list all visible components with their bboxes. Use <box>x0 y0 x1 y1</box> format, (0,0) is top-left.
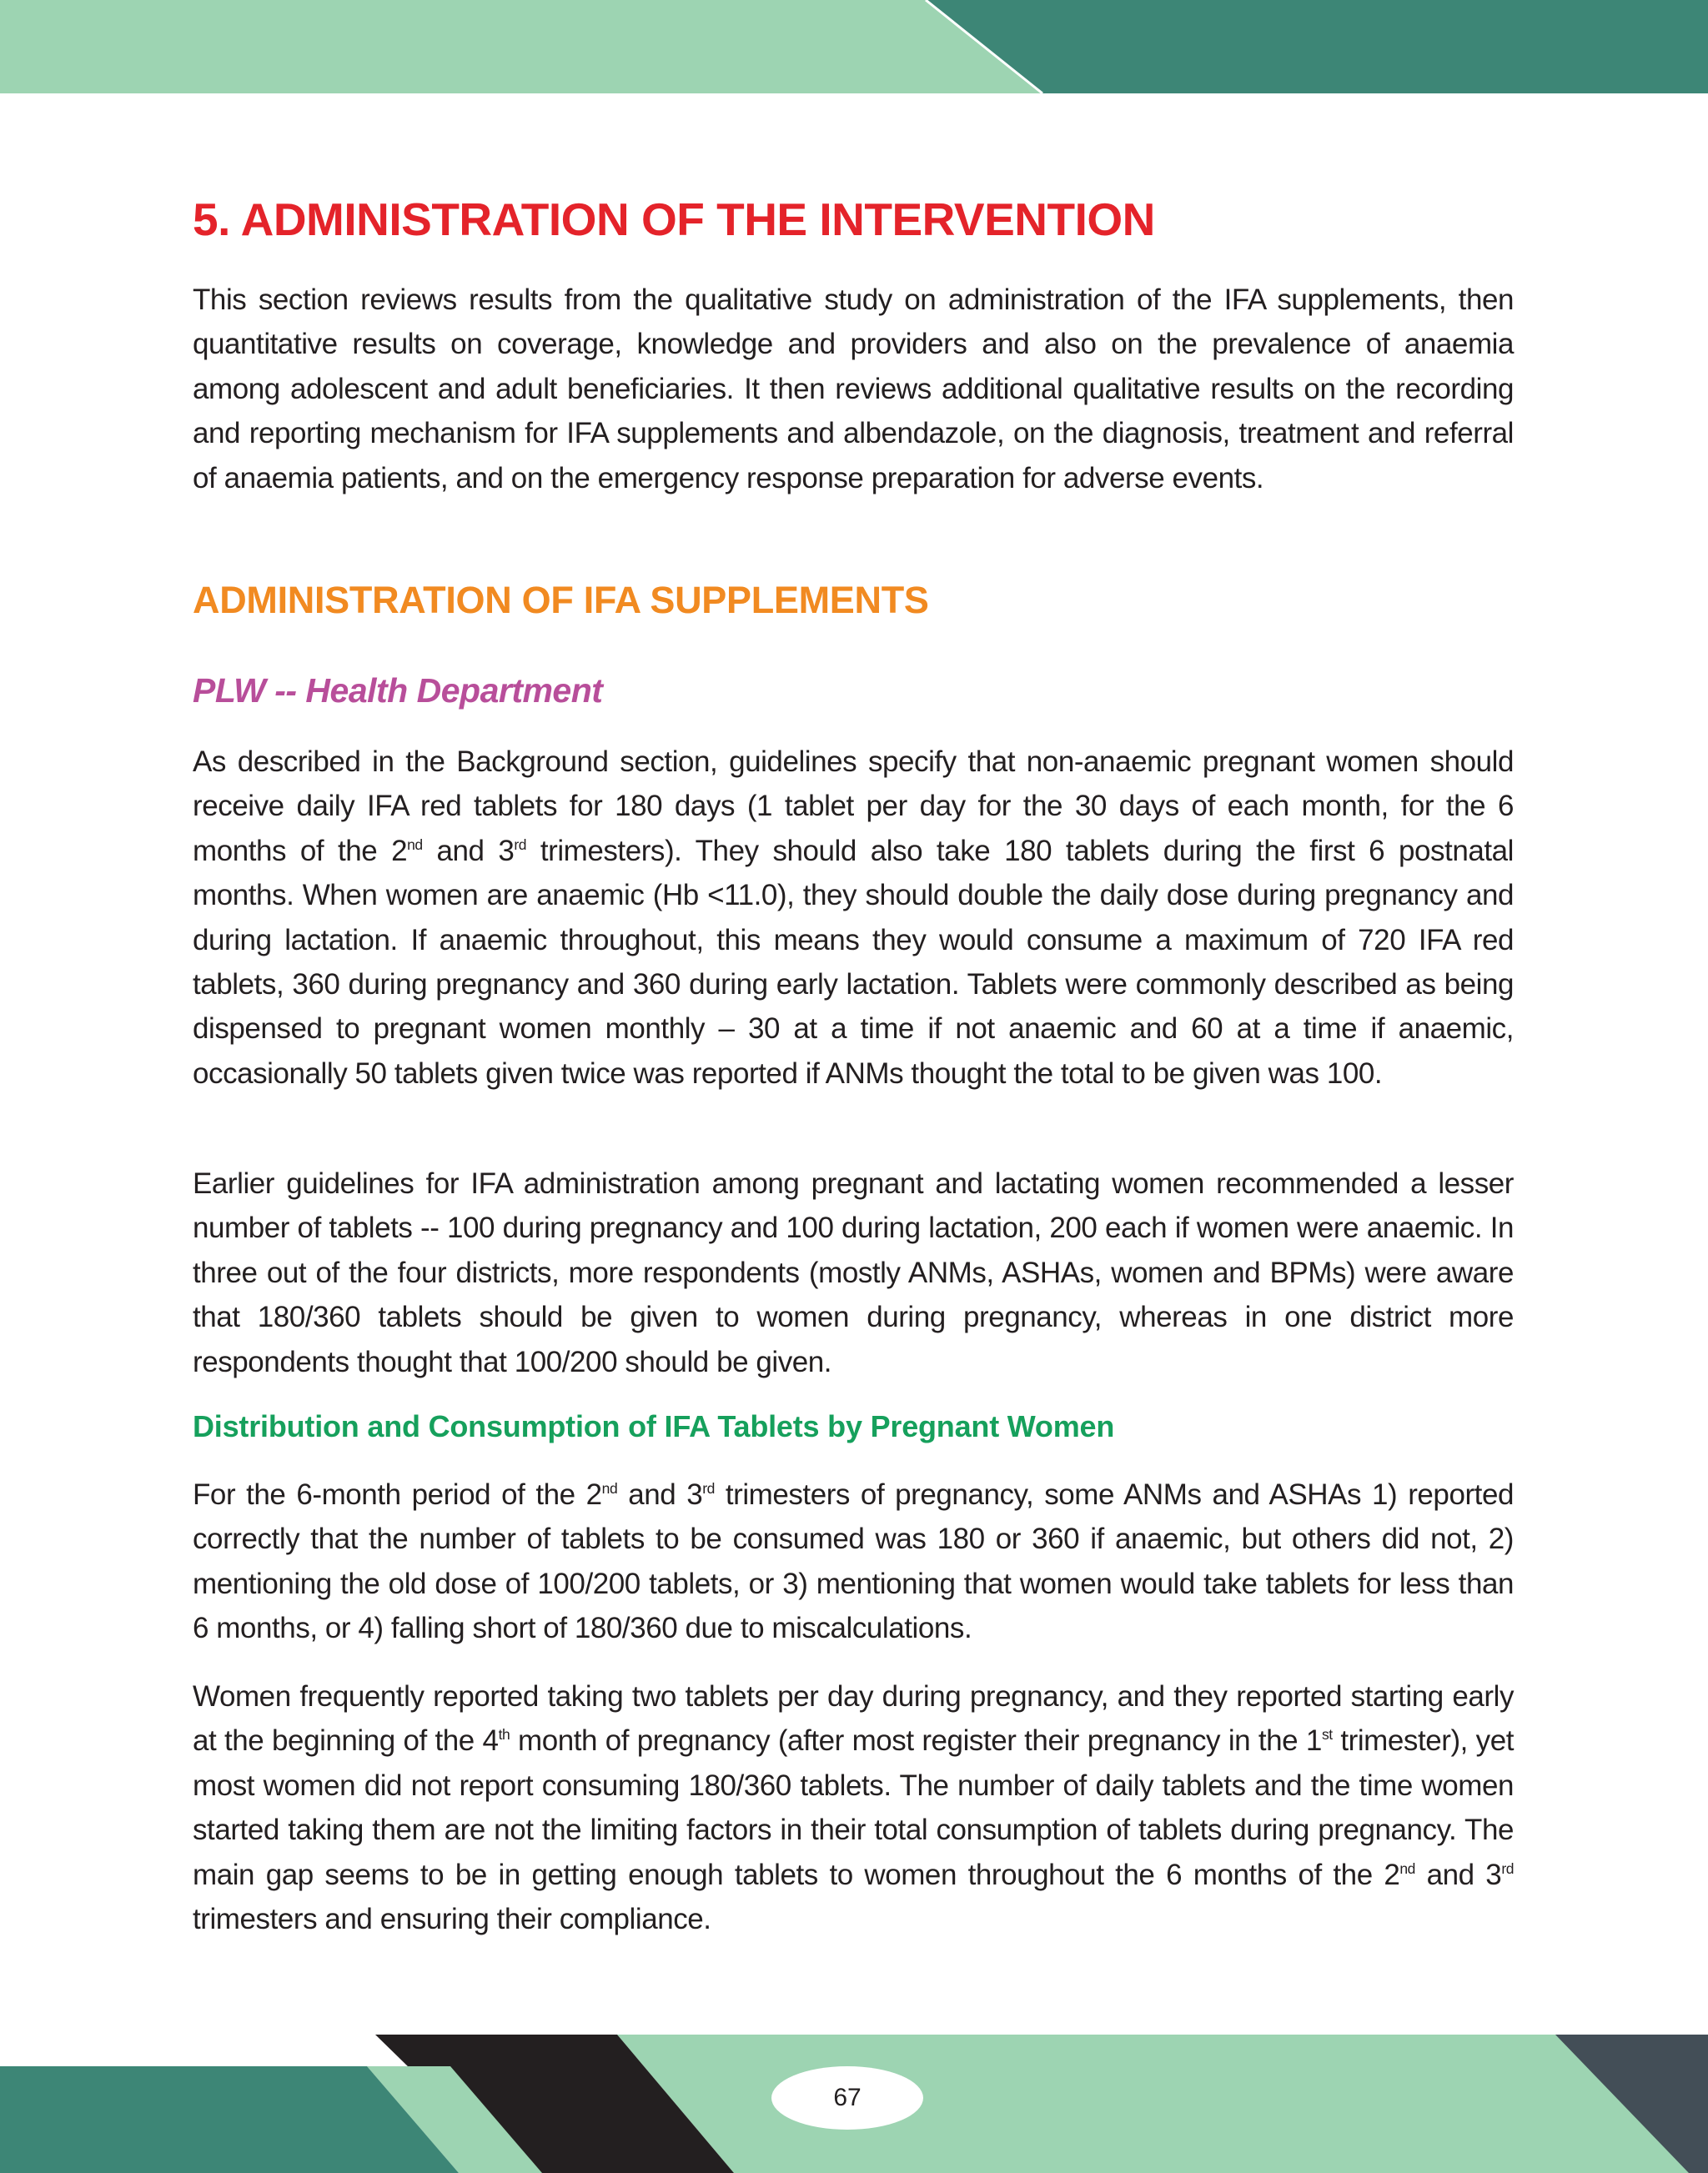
superscript: nd <box>407 836 423 853</box>
intro-paragraph: This section reviews results from the qualitative study on administration of the IFA supplements, then quantitative results on coverage, knowledge and providers and also on the prevalence of anaemia among adolescent and adult beneficiaries. It then reviews additional qualitative results on the recording and reporting mechanism for IFA supplements and albendazole, on the diagnosis, treatment and referral of anaemia patients, and on the emergency response preparation for adverse events. <box>193 284 1514 494</box>
distribution-heading: Distribution and Consumption of IFA Tablets by Pregnant Women <box>193 1409 1115 1443</box>
subsection-heading: PLW -- Health Department <box>193 671 603 710</box>
chapter-heading: 5. ADMINISTRATION OF THE INTERVENTION <box>193 193 1155 245</box>
superscript: rd <box>514 836 527 853</box>
superscript: rd <box>1501 1859 1514 1877</box>
text-run: and 3 <box>422 834 515 867</box>
text-run: and 3 <box>1414 1858 1502 1891</box>
six-month-paragraph <box>193 1473 1514 1651</box>
page-number: 67 <box>771 2066 923 2130</box>
superscript: nd <box>1399 1859 1415 1877</box>
superscript: th <box>498 1726 510 1744</box>
superscript: st <box>1321 1726 1333 1744</box>
superscript: rd <box>702 1479 715 1497</box>
text-run: month of pregnancy (after most register their pregnancy in the 1 <box>510 1724 1322 1758</box>
text-run: trimesters of pregnancy, some ANMs and ASHAs 1) reported correctly that the number of tablets to be consumed was 180 or 360 if anaemic, but others did not, 2) mentioning the old dose of 100/200 tablets, or 3) mentioning that women would take tablets for less than 6 months, or 4) falling short of 180/360 due to miscalculations. <box>193 1478 1514 1645</box>
top-band-teal <box>926 0 1708 93</box>
plw-guidelines-paragraph <box>193 740 1514 1096</box>
text-run: trimester), yet most women did not report consuming 180/360 tablets. The number of daily tablets and the time women started taking them are not the limiting factors in their total consumption of tablets during pregnancy. The main gap seems to be in getting enough tablets to women throughout the 6 months of the 2 <box>193 1724 1514 1891</box>
text-run: trimesters). They should also take 180 tablets during the first 6 postnatal months. When women are anaemic (Hb <11.0), they should double the daily dose during pregnancy and during lactation. If anaemic throughout, this means they would consume a maximum of 720 IFA red tablets, 360 during pregnancy and 360 during early lactation. Tablets were commonly described as being dispensed to pregnant women monthly – 30 at a time if not anaemic and 60 at a time if anaemic, occasionally 50 tablets given twice was reported if ANMs thought the total to be given was 100. <box>193 834 1514 1090</box>
section-heading: ADMINISTRATION OF IFA SUPPLEMENTS <box>193 579 929 621</box>
text-run: trimesters and ensuring their compliance. <box>193 1903 711 1936</box>
text-run: and 3 <box>617 1478 703 1511</box>
text-run: For the 6-month period of the 2 <box>193 1478 602 1511</box>
earlier-guidelines-paragraph: Earlier guidelines for IFA administration among pregnant and lactating women recommended a lesser number of tablets -- 100 during pregnancy and 100 during lactation, 200 each if women were anaemic. In three out of the four districts, more respondents (mostly ANMs, ASHAs, women and BPMs) were aware that 180/360 tablets should be given to women during pregnancy, whereas in one district more respondents thought that 100/200 should be given. <box>193 1167 1514 1378</box>
women-consumption-paragraph <box>193 1674 1514 1941</box>
superscript: nd <box>601 1479 618 1497</box>
text-run: As described in the Background section, guidelines specify that non-anaemic pregnant women should receive daily IFA red tablets for 180 days (1 tablet per day for the 30 days of each month, for the 6 months of the 2 <box>193 745 1514 867</box>
top-decorative-band <box>0 0 1708 93</box>
text-run: Women frequently reported taking two tablets per day during pregnancy, and they reported starting early at the beginning of the 4 <box>193 1680 1514 1758</box>
